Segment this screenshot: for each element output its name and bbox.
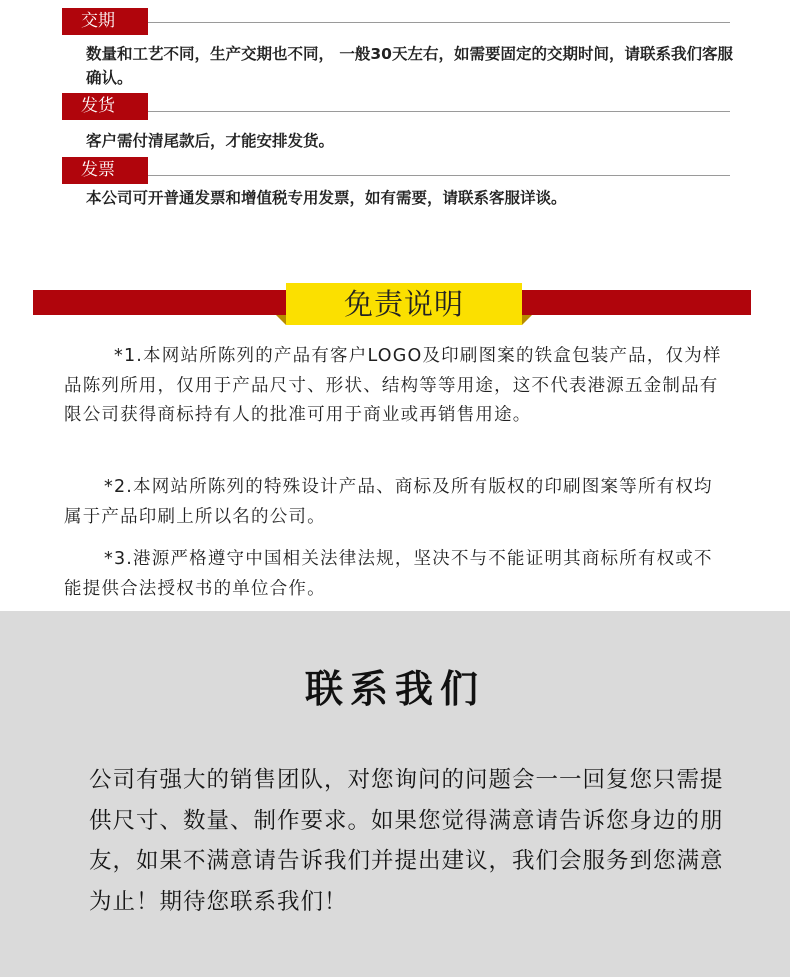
banner-bar-left	[33, 290, 286, 315]
section-divider	[148, 175, 730, 176]
section-tag-delivery-time: 交期	[62, 8, 148, 35]
section-divider	[148, 22, 730, 23]
disclaimer-item-2: *2.本网站所陈列的特殊设计产品、商标及所有版权的印刷图案等所有权均属于产品印刷上所以名的公司。	[64, 477, 713, 527]
banner-fold-left	[276, 315, 286, 325]
section-text-invoice: 本公司可开普通发票和增值税专用发票，如有需要，请联系客服详谈。	[86, 189, 567, 207]
section-divider	[148, 111, 730, 112]
disclaimer-title: 免责说明	[286, 283, 522, 325]
contact-title: 联系我们	[304, 667, 485, 711]
banner-fold-right	[522, 315, 532, 325]
disclaimer-item-1: *1.本网站所陈列的产品有客户LOGO及印刷图案的铁盒包装产品，仅为样品陈列所用，仅用于产品尺寸、形状、结构等等用途，这不代表港源五金制品有限公司获得商标持有人的批准可用于商业或再销售用途。	[64, 346, 722, 425]
contact-text: 公司有强大的销售团队，对您询问的问题会一一回复您只需提供尺寸、数量、制作要求。如果您觉得满意请告诉您身边的朋友，如果不满意请告诉我们并提出建议，我们会服务到您满意为止！期待您联系我们！	[89, 767, 724, 915]
disclaimer-item-3: *3.港源严格遵守中国相关法律法规，坚决不与不能证明其商标所有权或不能提供合法授权书的单位合作。	[64, 549, 713, 599]
section-text-shipping: 客户需付清尾款后，才能安排发货。	[86, 132, 335, 150]
banner-bar-right	[522, 290, 751, 315]
section-text-delivery-time: 数量和工艺不同，生产交期也不同， 一般30天左右，如需要固定的交期时间，请联系我们客服确认。	[86, 45, 733, 87]
section-tag-invoice: 发票	[62, 157, 148, 184]
section-tag-shipping: 发货	[62, 93, 148, 120]
